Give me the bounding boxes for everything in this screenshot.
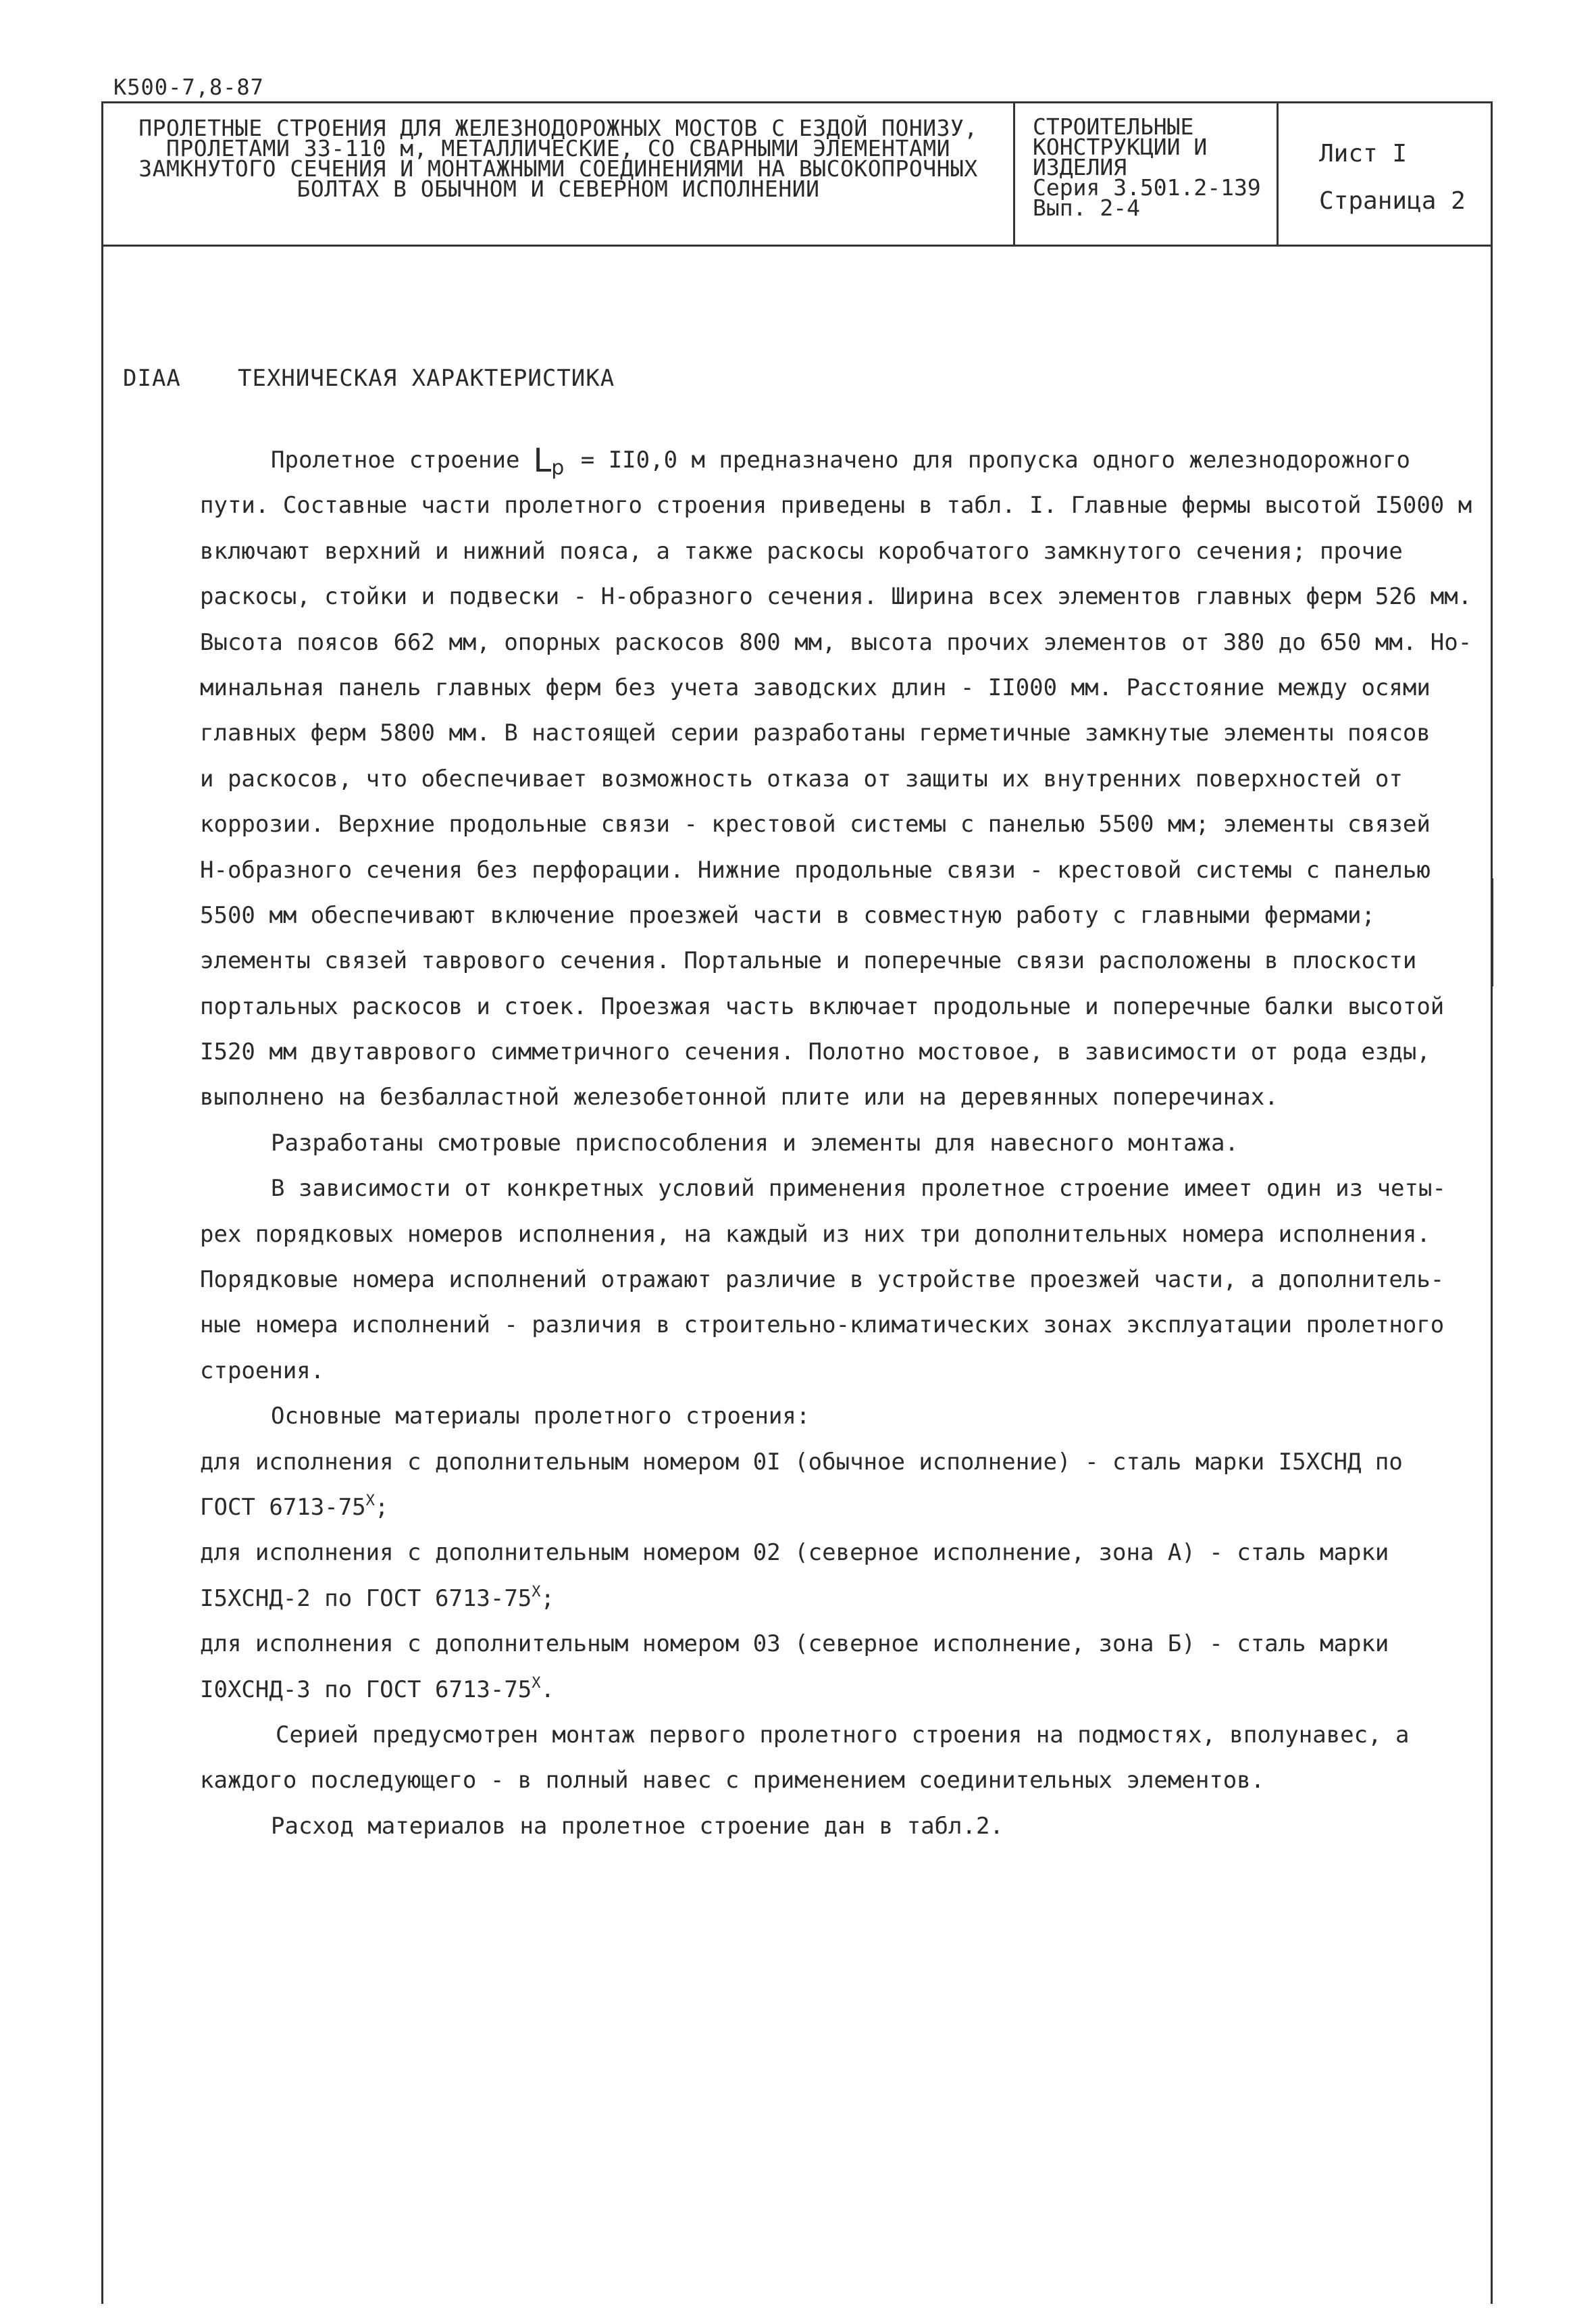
paragraph-line: для исполнения с дополнительным номером 0I (обычное исполнение) - сталь марки I5ХСНД по [200,1448,1403,1476]
sheet-info [1279,103,1491,245]
paragraph-line [200,1667,1503,1713]
document-code: К500-7,8-87 [113,74,264,100]
title-line: БОЛТАХ В ОБЫЧНОМ И СЕВЕРНОМ ИСПОЛНЕНИИ [297,176,820,202]
text-span: ; [540,1584,555,1612]
series-line: КОНСТРУКЦИИ И [1033,134,1208,160]
sheet-number: Лист I [1319,140,1408,168]
paragraph-line: строения. [200,1357,325,1384]
lp-letter: L [533,442,552,480]
paragraph-line: портальных раскосов и стоек. Проезжая часть включает продольные и поперечные балки высотой [200,992,1445,1020]
paragraph-line: элементы связей таврового сечения. Портальные и поперечные связи расположены в плоскости [200,947,1417,975]
section-code: DIAA [123,365,181,392]
paragraph-line: 5500 мм обеспечивают включение проезжей части в совместную работу с главными фермами; [200,901,1375,929]
paragraph-line: Н-образного сечения без перфорации. Нижние продольные связи - крестовой системы с панелью [200,856,1431,884]
title-line: ПРОЛЕТНЫЕ СТРОЕНИЯ ДЛЯ ЖЕЛЕЗНОДОРОЖНЫХ МОСТОВ С ЕЗДОЙ ПОНИЗУ, [138,115,978,141]
text-span: ; [374,1493,389,1521]
paragraph-line: Порядковые номера исполнений отражают различие в устройстве проезжей части, а дополнитель- [200,1266,1445,1294]
paragraph-line: каждого последующего - в полный навес с применением соединительных элементов. [200,1767,1265,1794]
paragraph-line: ные номера исполнений - различия в строительно-климатических зонах эксплуатации пролетного [200,1311,1445,1339]
title-block [101,101,1493,247]
title-line: ЗАМКНУТОГО СЕЧЕНИЯ И МОНТАЖНЫМИ СОЕДИНЕНИЯМИ НА ВЫСОКОПРОЧНЫХ [138,155,978,182]
paragraph-line: I520 мм двутаврового симметричного сечения. Полотно мостовое, в зависимости от рода езды, [200,1038,1431,1066]
paragraph-line: и раскосов, что обеспечивает возможность отказа от защиты их внутренних поверхностей от [200,765,1403,793]
paragraph-line: минальная панель главных ферм без учета заводских длин - II000 мм. Расстояние между осями [200,674,1431,701]
title-line: ПРОЛЕТАМИ 33-110 м, МЕТАЛЛИЧЕСКИЕ, СО СВАРНЫМИ ЭЛЕМЕНТАМИ [166,135,950,161]
lp-symbol [519,442,567,480]
paragraph-line: главных ферм 5800 мм. В настоящей серии разработаны герметичные замкнутые элементы поясов [200,720,1431,747]
paragraph-line: раскосы, стойки и подвески - Н-образного сечения. Ширина всех элементов главных ферм 526 мм. [200,583,1472,611]
series-line: СТРОИТЕЛЬНЫЕ [1033,114,1194,140]
paragraph-line: пути. Составные части пролетного строения приведены в табл. I. Главные фермы высотой I5000 м [200,492,1472,520]
paragraph-line: для исполнения с дополнительным номером 03 (северное исполнение, зона Б) - сталь марки [200,1630,1389,1658]
series-info [1015,103,1279,245]
document-title [103,103,1015,245]
superscript-mark: X [365,1492,375,1509]
series-line: ИЗДЕЛИЯ [1033,154,1127,180]
text-span: I0ХСНД-3 по ГОСТ 6713-75 [200,1676,532,1703]
section-title: ТЕХНИЧЕСКАЯ ХАРАКТЕРИСТИКА [238,365,615,392]
paragraph-line: Высота поясов 662 мм, опорных раскосов 800 мм, высота прочих элементов от 380 до 650 мм. Но- [200,628,1472,656]
superscript-mark: X [532,1583,541,1601]
paragraph-line [200,1485,1503,1530]
paragraph-line: Разработаны смотровые приспособления и элементы для навесного монтажа. [271,1129,1239,1157]
series-line: Серия 3.501.2-139 [1033,174,1261,201]
text-span: . [540,1676,555,1703]
section-heading [123,365,615,392]
paragraph-line: выполнено на безбалластной железобетонной плите или на деревянных поперечинах. [200,1084,1279,1111]
paragraph-line: рех порядковых номеров исполнения, на каждый из них три дополнительных номера исполнения. [200,1220,1431,1248]
body-text [200,438,1503,1849]
lp-subscript: p [551,456,565,480]
paragraph-line [200,1576,1503,1621]
paragraph-line: В зависимости от конкретных условий применения пролетное строение имеет один из четы- [271,1175,1446,1203]
paragraph-line: для исполнения с дополнительным номером 02 (северное исполнение, зона А) - сталь марки [200,1539,1389,1567]
paragraph-line: Основные материалы пролетного строения: [271,1403,810,1430]
paragraph-line [200,438,1503,483]
text-span: ГОСТ 6713-75 [200,1493,366,1521]
text-span: Пролетное строение [271,447,520,474]
paragraph-line: коррозии. Верхние продольные связи - крестовой системы с панелью 5500 мм; элементы связей [200,811,1431,838]
text-span: I5ХСНД-2 по ГОСТ 6713-75 [200,1584,532,1612]
text-span: = II0,0 м предназначено для пропуска одного железнодорожного [580,447,1410,474]
series-line: Вып. 2-4 [1033,195,1140,221]
paragraph-line: включают верхний и нижний пояса, а также раскосы коробчатого замкнутого сечения; прочие [200,537,1403,565]
page-number: Страница 2 [1319,187,1466,215]
paragraph-line: Серией предусмотрен монтаж первого пролетного строения на подмостях, вполунавес, а [276,1721,1410,1749]
superscript-mark: X [532,1674,541,1692]
paragraph-line: Расход материалов на пролетное строение дан в табл.2. [271,1812,1004,1840]
